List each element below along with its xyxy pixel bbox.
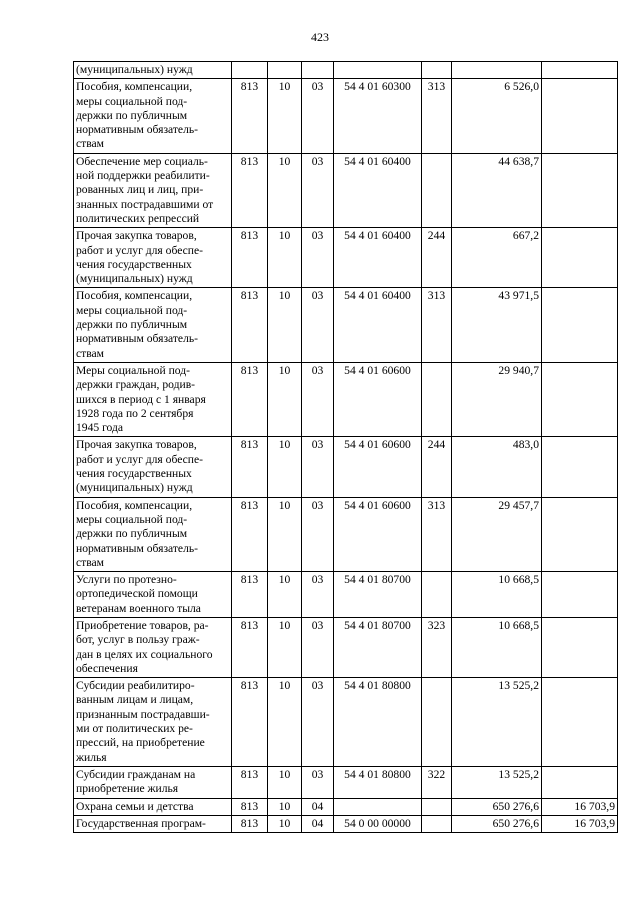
amount-extra-cell	[542, 362, 618, 436]
item-name-line: рованных лиц и лиц, при-	[76, 183, 204, 197]
pr-cell	[302, 62, 334, 79]
pr-cell: 03	[302, 362, 334, 436]
item-name-cell	[74, 228, 232, 288]
ved-cell: 813	[232, 497, 268, 571]
amount-extra-cell	[542, 437, 618, 497]
item-name-line: ствам	[76, 555, 105, 569]
item-name-line: меры социальной под-	[76, 303, 188, 317]
rz-cell: 10	[268, 497, 302, 571]
csr-cell: 54 4 01 60300	[334, 79, 422, 153]
vr-cell: 323	[422, 617, 452, 677]
amount-extra-cell	[542, 153, 618, 227]
item-name-cell	[74, 815, 232, 832]
ved-cell: 813	[232, 678, 268, 767]
item-name-line: держки по публичным	[76, 318, 188, 332]
item-name-cell	[74, 572, 232, 618]
rz-cell: 10	[268, 766, 302, 798]
item-name-line: приобретение жилья	[76, 782, 179, 796]
item-name-line: ветеранам военного тыла	[76, 601, 201, 615]
pr-cell: 03	[302, 288, 334, 362]
amount-extra-cell	[542, 79, 618, 153]
vr-cell: 313	[422, 79, 452, 153]
item-name-line: ствам	[76, 137, 105, 151]
table-row	[74, 62, 618, 79]
item-name-line: обеспечения	[76, 661, 138, 675]
ved-cell: 813	[232, 572, 268, 618]
item-name-line: Субсидии реабилитиро-	[76, 679, 195, 693]
table-row	[74, 153, 618, 227]
amount-extra-cell: 16 703,9	[542, 798, 618, 815]
ved-cell: 813	[232, 79, 268, 153]
vr-cell: 313	[422, 497, 452, 571]
pr-cell: 03	[302, 766, 334, 798]
item-name-cell	[74, 766, 232, 798]
item-name-line: Прочая закупка товаров,	[76, 229, 197, 243]
pr-cell: 04	[302, 815, 334, 832]
item-name-line: 1945 года	[76, 421, 124, 435]
rz-cell: 10	[268, 617, 302, 677]
amount-extra-cell	[542, 572, 618, 618]
item-name-line: прессий, на приобретение	[76, 736, 205, 750]
item-name-line: Прочая закупка товаров,	[76, 438, 197, 452]
item-name-line: нормативным обязатель-	[76, 541, 199, 555]
rz-cell: 10	[268, 815, 302, 832]
pr-cell: 03	[302, 572, 334, 618]
table-row	[74, 288, 618, 362]
ved-cell: 813	[232, 437, 268, 497]
csr-cell: 54 0 00 00000	[334, 815, 422, 832]
item-name-cell	[74, 62, 232, 79]
rz-cell: 10	[268, 288, 302, 362]
vr-cell	[422, 362, 452, 436]
amount-cell: 483,0	[452, 437, 542, 497]
table-row	[74, 228, 618, 288]
amount-extra-cell	[542, 497, 618, 571]
item-name-line: Пособия, компенсации,	[76, 289, 193, 303]
rz-cell: 10	[268, 437, 302, 497]
item-name-line: дан в целях их социального	[76, 647, 213, 661]
table-row	[74, 437, 618, 497]
rz-cell: 10	[268, 798, 302, 815]
ved-cell: 813	[232, 362, 268, 436]
item-name-line: (муниципальных) нужд	[76, 481, 193, 495]
table-row	[74, 79, 618, 153]
rz-cell: 10	[268, 362, 302, 436]
csr-cell: 54 4 01 60400	[334, 288, 422, 362]
amount-extra-cell	[542, 288, 618, 362]
item-name-line: Обеспечение мер социаль-	[76, 154, 208, 168]
budget-table	[73, 61, 618, 833]
item-name-line: держки по публичным	[76, 108, 188, 122]
csr-cell: 54 4 01 80800	[334, 678, 422, 767]
pr-cell: 03	[302, 437, 334, 497]
item-name-cell	[74, 79, 232, 153]
item-name-line: держки граждан, родив-	[76, 378, 196, 392]
pr-cell: 03	[302, 497, 334, 571]
item-name-line: жилья	[76, 750, 107, 764]
item-name-line: (муниципальных) нужд	[76, 63, 193, 76]
amount-extra-cell	[542, 678, 618, 767]
pr-cell: 03	[302, 153, 334, 227]
rz-cell: 10	[268, 678, 302, 767]
vr-cell	[422, 815, 452, 832]
pr-cell: 03	[302, 79, 334, 153]
table-row	[74, 497, 618, 571]
vr-cell	[422, 678, 452, 767]
table-row	[74, 362, 618, 436]
rz-cell: 10	[268, 153, 302, 227]
table-row	[74, 572, 618, 618]
rz-cell: 10	[268, 228, 302, 288]
csr-cell	[334, 798, 422, 815]
amount-cell: 10 668,5	[452, 617, 542, 677]
csr-cell: 54 4 01 80800	[334, 766, 422, 798]
item-name-line: работ и услуг для обеспе-	[76, 452, 203, 466]
ved-cell: 813	[232, 228, 268, 288]
table-row	[74, 798, 618, 815]
item-name-cell	[74, 617, 232, 677]
amount-cell	[452, 62, 542, 79]
pr-cell: 03	[302, 617, 334, 677]
item-name-line: ствам	[76, 346, 105, 360]
item-name-cell	[74, 362, 232, 436]
item-name-line: чения государственных	[76, 257, 192, 271]
vr-cell: 244	[422, 437, 452, 497]
amount-extra-cell	[542, 228, 618, 288]
amount-cell: 13 525,2	[452, 678, 542, 767]
table-row	[74, 678, 618, 767]
item-name-line: ми от политических ре-	[76, 722, 193, 736]
rz-cell: 10	[268, 572, 302, 618]
vr-cell: 313	[422, 288, 452, 362]
amount-cell: 29 940,7	[452, 362, 542, 436]
ved-cell: 813	[232, 766, 268, 798]
amount-cell: 10 668,5	[452, 572, 542, 618]
item-name-line: Услуги по протезно-	[76, 573, 177, 587]
csr-cell: 54 4 01 60400	[334, 153, 422, 227]
item-name-line: политических репрессий	[76, 211, 200, 225]
csr-cell: 54 4 01 80700	[334, 572, 422, 618]
pr-cell: 03	[302, 678, 334, 767]
amount-cell: 6 526,0	[452, 79, 542, 153]
item-name-line: Охрана семьи и детства	[76, 799, 194, 813]
amount-extra-cell	[542, 617, 618, 677]
item-name-line: ной поддержки реабилити-	[76, 169, 210, 183]
ved-cell: 813	[232, 288, 268, 362]
item-name-line: ортопедической помощи	[76, 587, 198, 601]
amount-cell: 13 525,2	[452, 766, 542, 798]
item-name-cell	[74, 437, 232, 497]
vr-cell	[422, 153, 452, 227]
item-name-line: Пособия, компенсации,	[76, 80, 193, 94]
item-name-line: ванным лицам и лицам,	[76, 693, 194, 707]
item-name-line: работ и услуг для обеспе-	[76, 243, 203, 257]
amount-cell: 44 638,7	[452, 153, 542, 227]
amount-cell: 29 457,7	[452, 497, 542, 571]
amount-cell: 650 276,6	[452, 798, 542, 815]
item-name-cell	[74, 288, 232, 362]
table-row	[74, 617, 618, 677]
page-number: 423	[311, 30, 329, 44]
ved-cell: 813	[232, 617, 268, 677]
csr-cell: 54 4 01 60600	[334, 497, 422, 571]
ved-cell	[232, 62, 268, 79]
item-name-line: чения государственных	[76, 467, 192, 481]
item-name-line: Приобретение товаров, ра-	[76, 618, 209, 632]
ved-cell: 813	[232, 815, 268, 832]
table-row	[74, 766, 618, 798]
item-name-line: знанных пострадавшими от	[76, 197, 214, 211]
rz-cell	[268, 62, 302, 79]
pr-cell: 03	[302, 228, 334, 288]
amount-extra-cell	[542, 62, 618, 79]
vr-cell: 322	[422, 766, 452, 798]
vr-cell: 244	[422, 228, 452, 288]
item-name-line: меры социальной под-	[76, 512, 188, 526]
item-name-line: Пособия, компенсации,	[76, 498, 193, 512]
vr-cell	[422, 62, 452, 79]
item-name-line: бот, услуг в пользу граж-	[76, 633, 200, 647]
item-name-line: (муниципальных) нужд	[76, 272, 193, 286]
item-name-line: шихся в период с 1 января	[76, 392, 206, 406]
item-name-line: Государственная програм-	[76, 816, 206, 830]
ved-cell: 813	[232, 798, 268, 815]
csr-cell	[334, 62, 422, 79]
item-name-line: меры социальной под-	[76, 94, 188, 108]
rz-cell: 10	[268, 79, 302, 153]
amount-cell: 650 276,6	[452, 815, 542, 832]
amount-cell: 667,2	[452, 228, 542, 288]
item-name-cell	[74, 798, 232, 815]
item-name-cell	[74, 678, 232, 767]
item-name-line: нормативным обязатель-	[76, 123, 199, 137]
item-name-cell	[74, 497, 232, 571]
csr-cell: 54 4 01 60600	[334, 437, 422, 497]
csr-cell: 54 4 01 80700	[334, 617, 422, 677]
table-row	[74, 815, 618, 832]
amount-cell: 43 971,5	[452, 288, 542, 362]
pr-cell: 04	[302, 798, 334, 815]
csr-cell: 54 4 01 60400	[334, 228, 422, 288]
item-name-line: 1928 года по 2 сентября	[76, 406, 194, 420]
item-name-line: Меры социальной под-	[76, 363, 190, 377]
csr-cell: 54 4 01 60600	[334, 362, 422, 436]
amount-extra-cell	[542, 766, 618, 798]
item-name-line: нормативным обязатель-	[76, 332, 199, 346]
item-name-line: признанным пострадавши-	[76, 707, 210, 721]
item-name-line: держки по публичным	[76, 527, 188, 541]
vr-cell	[422, 798, 452, 815]
amount-extra-cell: 16 703,9	[542, 815, 618, 832]
item-name-cell	[74, 153, 232, 227]
item-name-line: Субсидии гражданам на	[76, 767, 196, 781]
vr-cell	[422, 572, 452, 618]
ved-cell: 813	[232, 153, 268, 227]
